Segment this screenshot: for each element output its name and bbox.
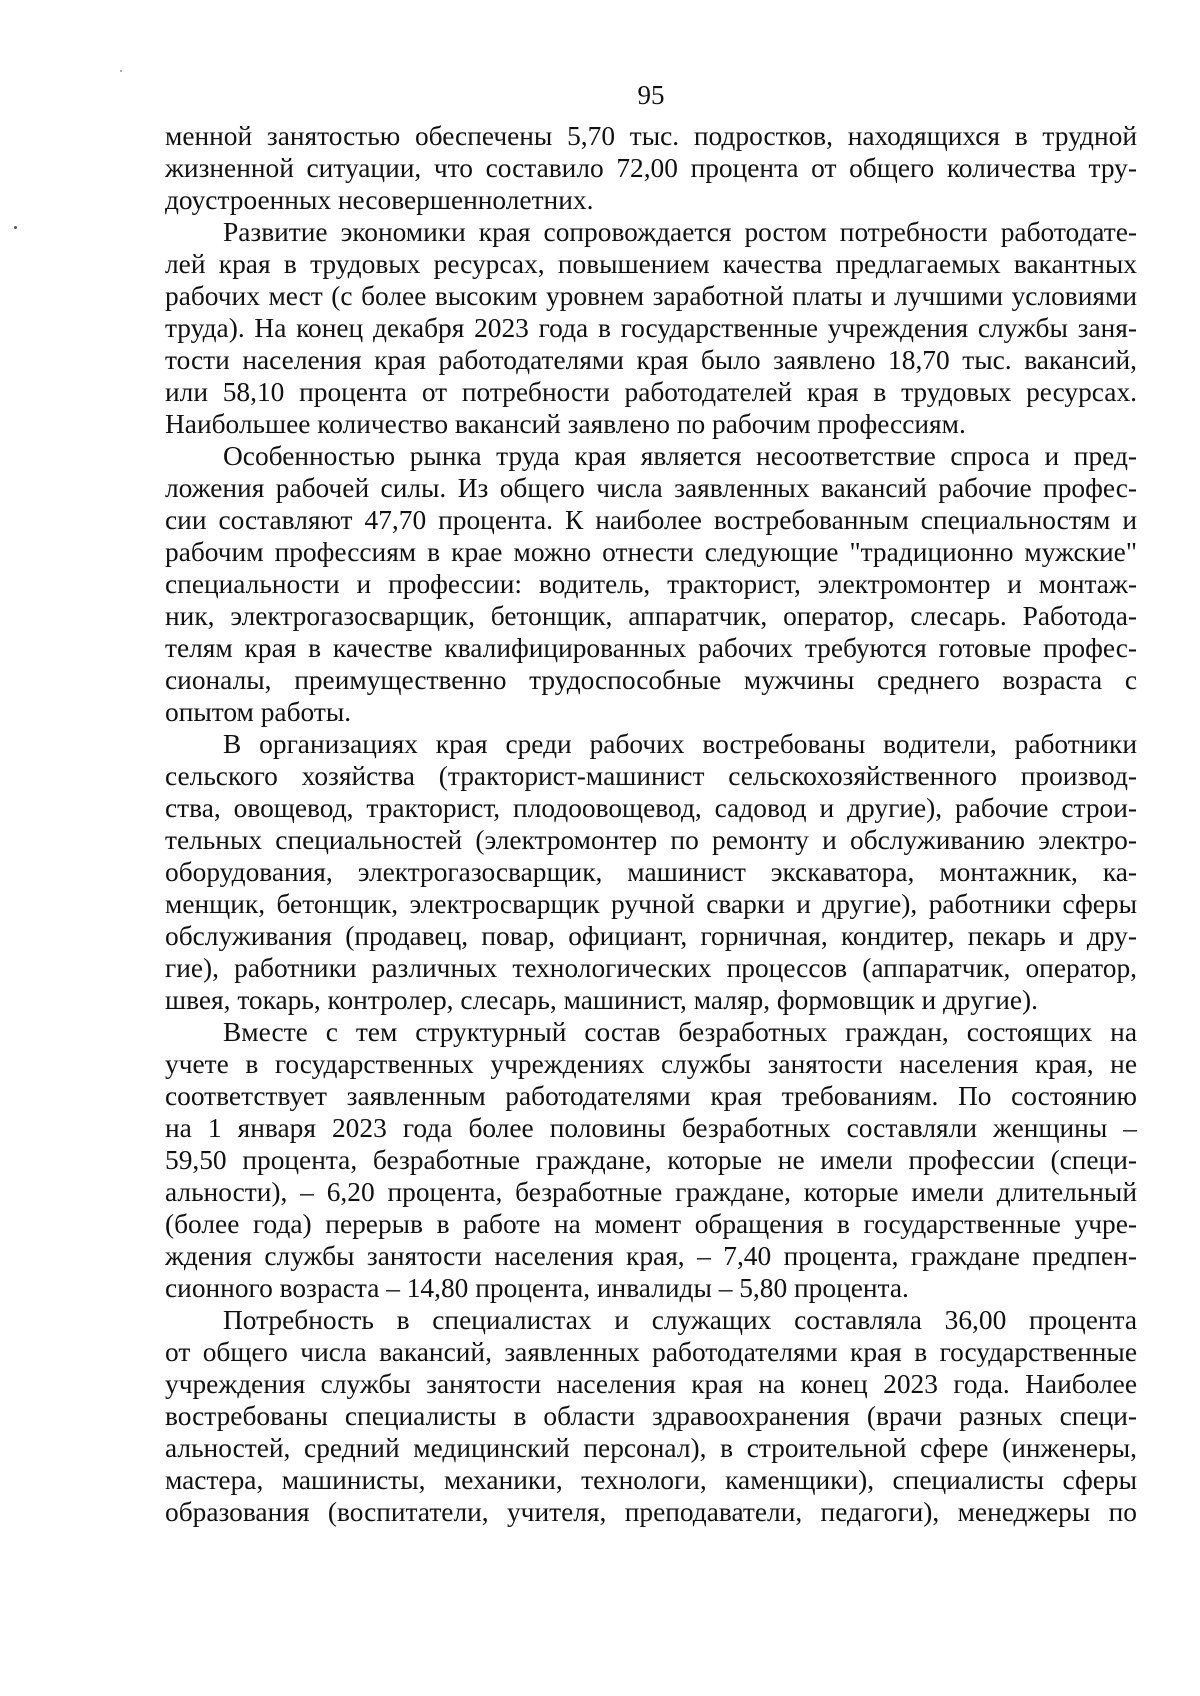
text-line: Потребность в специалистах и служащих составляла 36,00 процента	[223, 1305, 1137, 1335]
paragraph	[165, 728, 1137, 1016]
text-line: ства, овощевод, тракторист, плодоовощевод, садовод и другие), рабочие строи-	[165, 793, 1137, 823]
text-line: ник, электрогазосварщик, бетонщик, аппаратчик, оператор, слесарь. Работода-	[165, 601, 1137, 631]
document-body	[165, 120, 1137, 1528]
text-line: Особенностью рынка труда края является несоответствие спроса и пред-	[223, 441, 1137, 471]
text-line: жизненной ситуации, что составило 72,00 процента от общего количества тру-	[165, 153, 1137, 183]
text-line: менщик, бетонщик, электросварщик ручной сварки и другие), работники сферы	[165, 889, 1137, 919]
scan-speck	[14, 226, 17, 229]
text-line: гие), работники различных технологических процессов (аппаратчик, оператор,	[165, 953, 1137, 983]
text-line: альностей, средний медицинский персонал), в строительной сфере (инженеры,	[165, 1433, 1137, 1463]
text-line: сии составляют 47,70 процента. К наиболее востребованным специальностям и	[165, 505, 1137, 535]
paragraph	[165, 1304, 1137, 1528]
text-line: труда). На конец декабря 2023 года в государственные учреждения службы заня-	[165, 313, 1137, 343]
text-line: ложения рабочей силы. Из общего числа заявленных вакансий рабочие профес-	[165, 473, 1137, 503]
text-line: лей края в трудовых ресурсах, повышением качества предлагаемых вакантных	[165, 249, 1137, 279]
text-line: учреждения службы занятости населения края на конец 2023 года. Наиболее	[165, 1369, 1137, 1399]
text-line: сионного возраста – 14,80 процента, инвалиды – 5,80 процента.	[165, 1273, 909, 1303]
text-line: сионалы, преимущественно трудоспособные мужчины среднего возраста с	[165, 665, 1137, 695]
text-line: тости населения края работодателями края было заявлено 18,70 тыс. вакансий,	[165, 345, 1137, 375]
text-line: востребованы специалисты в области здравоохранения (врачи разных специ-	[165, 1401, 1137, 1431]
text-line: 59,50 процента, безработные граждане, которые не имели профессии (специ-	[165, 1145, 1137, 1175]
text-line: альности), – 6,20 процента, безработные граждане, которые имели длительный	[165, 1177, 1137, 1207]
text-line: рабочим профессиям в крае можно отнести следующие "традиционно мужские"	[165, 537, 1137, 567]
text-line: соответствует заявленным работодателями края требованиям. По состоянию	[165, 1081, 1137, 1111]
text-line: сельского хозяйства (тракторист-машинист сельскохозяйственного производ-	[165, 761, 1137, 791]
text-line: Наибольшее количество вакансий заявлено по рабочим профессиям.	[165, 409, 966, 439]
text-line: специальности и профессии: водитель, тракторист, электромонтер и монтаж-	[165, 569, 1137, 599]
document-page	[165, 78, 1137, 1528]
paragraph	[165, 440, 1137, 728]
text-line: образования (воспитатели, учителя, преподаватели, педагоги), менеджеры по	[165, 1497, 1137, 1527]
text-line: Вместе с тем структурный состав безработных граждан, состоящих на	[223, 1017, 1137, 1047]
text-line: учете в государственных учреждениях службы занятости населения края, не	[165, 1049, 1137, 1079]
text-line: опытом работы.	[165, 697, 352, 727]
text-line: рабочих мест (с более высоким уровнем заработной платы и лучшими условиями	[165, 281, 1137, 311]
text-line: тельных специальностей (электромонтер по ремонту и обслуживанию электро-	[165, 825, 1137, 855]
text-line: оборудования, электрогазосварщик, машинист экскаватора, монтажник, ка-	[165, 857, 1137, 887]
text-line: ждения службы занятости населения края, – 7,40 процента, граждане предпен-	[165, 1241, 1137, 1271]
text-line: на 1 января 2023 года более половины безработных составляли женщины –	[165, 1113, 1137, 1143]
text-line: мастера, машинисты, механики, технологи, каменщики), специалисты сферы	[165, 1465, 1137, 1495]
text-line: доустроенных несовершеннолетних.	[165, 185, 594, 215]
page-number: 95	[637, 80, 665, 110]
text-line: Развитие экономики края сопровождается ростом потребности работодате-	[223, 217, 1137, 247]
text-line: обслуживания (продавец, повар, официант, горничная, кондитер, пекарь и дру-	[165, 921, 1137, 951]
text-line: (более года) перерыв в работе на момент обращения в государственные учре-	[165, 1209, 1137, 1239]
text-line: или 58,10 процента от потребности работодателей края в трудовых ресурсах.	[165, 377, 1137, 407]
text-line: от общего числа вакансий, заявленных работодателями края в государственные	[165, 1337, 1137, 1367]
text-line: В организациях края среди рабочих востребованы водители, работники	[223, 729, 1137, 759]
paragraph	[165, 216, 1137, 440]
text-line: швея, токарь, контролер, слесарь, машинист, маляр, формовщик и другие).	[165, 985, 1038, 1015]
paragraph	[165, 1016, 1137, 1304]
text-line: телям края в качестве квалифицированных рабочих требуются готовые профес-	[165, 633, 1137, 663]
text-line: менной занятостью обеспечены 5,70 тыс. подростков, находящихся в трудной	[165, 121, 1137, 151]
scan-speck	[120, 70, 122, 72]
paragraph	[165, 120, 1137, 216]
